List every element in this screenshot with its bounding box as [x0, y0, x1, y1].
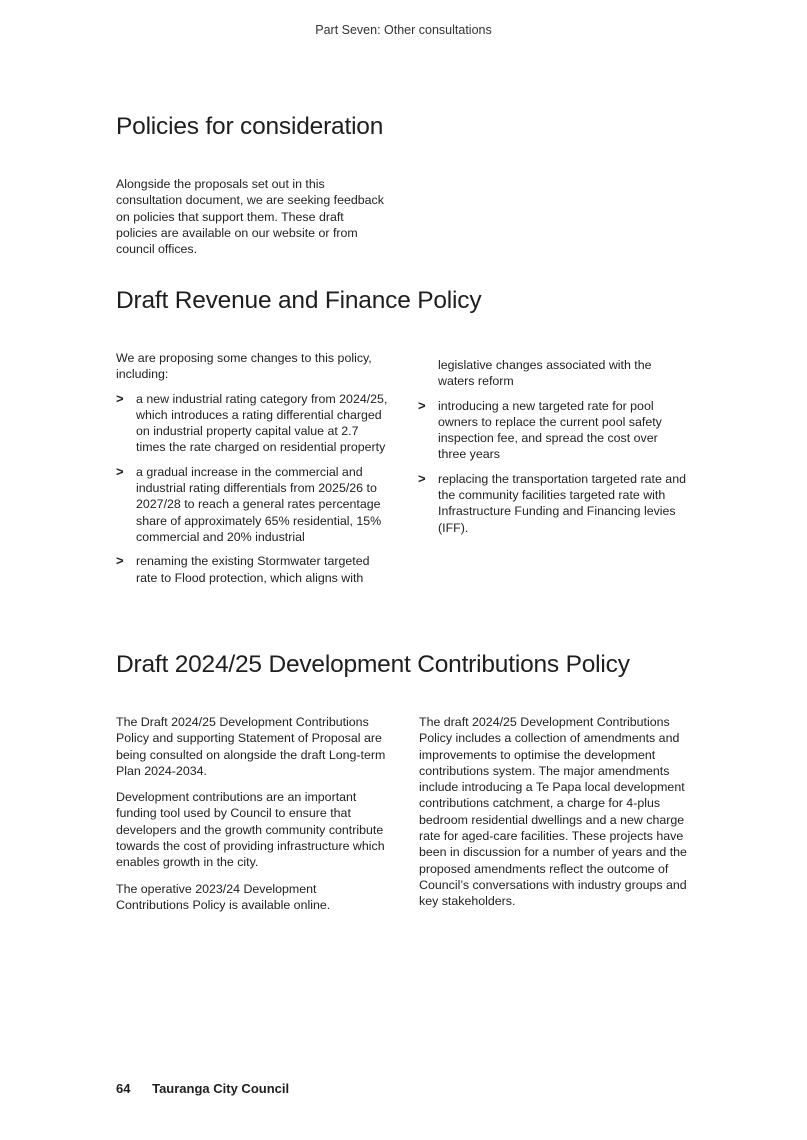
running-header: Part Seven: Other consultations [315, 23, 492, 37]
list-item [418, 471, 686, 536]
arrow-icon: > [116, 463, 124, 479]
bullet-text: introducing a new targeted rate for pool owners to replace the current pool safety inspection fee, and spread the cost over three years [438, 398, 662, 462]
revenue-left-column [116, 350, 391, 594]
arrow-icon: > [116, 390, 124, 406]
page-number: 64 [116, 1081, 131, 1096]
bullet-text: a new industrial rating category from 2024/25, which introduces a rating differential charged on industrial property capital value at 2.7 times the rate charged on residential property [136, 391, 388, 455]
bullet-text: replacing the transportation targeted rate and the community facilities targeted rate with Infrastructure Funding and Financing levies (IFF). [438, 471, 686, 535]
bullet-text: a gradual increase in the commercial and industrial rating differentials from 2025/26 to 2027/28 to reach a general rates percentage share of approximately 65% residential, 15% commercial and 20% industrial [136, 464, 382, 544]
dc-paragraph: The operative 2023/24 Development Contributions Policy is available online. [116, 881, 331, 912]
policies-intro: Alongside the proposals set out in this consultation document, we are seeking feedback on policies that support them. These draft policies are available on our website or from council offices. [116, 177, 384, 257]
organisation-name: Tauranga City Council [152, 1081, 290, 1096]
development-contributions-heading: Draft 2024/25 Development Contributions Policy [116, 651, 630, 678]
list-item [116, 553, 391, 586]
list-item [116, 391, 391, 456]
dc-paragraph: The Draft 2024/25 Development Contributions Policy and supporting Statement of Proposal are being consulted on alongside the draft Long-term Plan 2024-2034. [116, 715, 386, 778]
revenue-bullet-list-continued [418, 398, 686, 536]
arrow-icon: > [418, 470, 426, 486]
arrow-icon: > [418, 397, 426, 413]
bullet-text: renaming the existing Stormwater targeted rate to Flood protection, which aligns with [136, 554, 370, 585]
policies-heading: Policies for consideration [116, 113, 384, 140]
revenue-policy-heading: Draft Revenue and Finance Policy [116, 287, 482, 314]
list-item [418, 398, 686, 463]
dc-paragraph: Development contributions are an important funding tool used by Council to ensure that developers and the growth community contribute towards the cost of providing infrastructure which enables growth in the city. [116, 790, 385, 870]
revenue-right-column [418, 357, 686, 544]
revenue-bullet-list [116, 391, 391, 586]
page-footer [116, 1081, 289, 1096]
bullet-continuation: legislative changes associated with the waters reform [438, 358, 652, 389]
dc-paragraph: The draft 2024/25 Development Contributions Policy includes a collection of amendments and improvements to optimise the development contributions system. The major amendments include introducing a Te Papa local development contributions catchment, a charge for 4-plus bedroom residential dwellings and a new charge rate for aged-care facilities. These projects have been in discussion for a number of years and the proposed amendments reflect the outcome of Council’s conversations with industry groups and key stakeholders. [419, 715, 687, 909]
dc-left-column [116, 714, 390, 923]
list-item [116, 464, 391, 545]
dc-right-column [419, 714, 697, 910]
revenue-lead: We are proposing some changes to this policy, including: [116, 351, 372, 382]
arrow-icon: > [116, 553, 124, 569]
